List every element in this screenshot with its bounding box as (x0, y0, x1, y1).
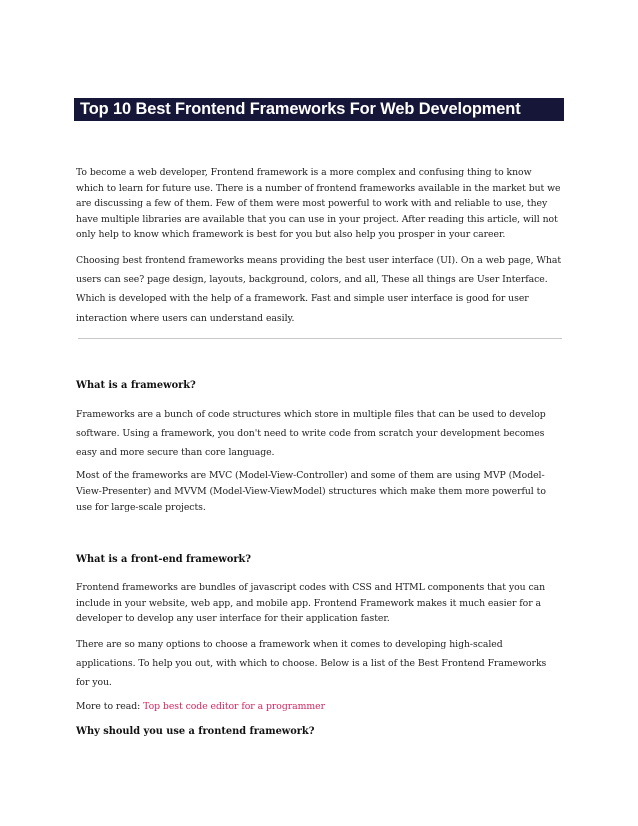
article-body (76, 165, 562, 739)
more-to-read-link[interactable]: Top best code editor for a programmer (143, 700, 326, 712)
article-title: Top 10 Best Frontend Frameworks For Web Development (74, 98, 564, 121)
framework-paragraph-2: Most of the frameworks are MVC (Model-View-Controller) and some of them are using MVP (Model-View-Presenter) and MVVM (Model-View-ViewModel) structures which make them more powerful to use for large-scale projects. (76, 470, 546, 513)
heading-why-use-frontend-framework: Why should you use a frontend framework? (76, 726, 315, 738)
section-divider (78, 338, 562, 339)
heading-what-is-framework: What is a framework? (76, 379, 196, 391)
framework-paragraph-1: Frameworks are a bunch of code structures which store in multiple files that can be used to develop software. Using a framework, you don't need to write code from scratch your development becomes easy and more secure than core language. (76, 408, 546, 459)
frontend-paragraph-1: Frontend frameworks are bundles of javascript codes with CSS and HTML components that you can include in your website, web app, and mobile app. Frontend Framework makes it much easier for a developer to develop any user interface for their application faster. (76, 582, 546, 625)
intro-paragraph-2: Choosing best frontend frameworks means providing the best user interface (UI). On a web page, What users can see? page design, layouts, background, colors, and all, These all things are User Interface. Which is developed with the help of a framework. Fast and simple user interface is good for user interaction where users can understand easily. (76, 254, 562, 324)
heading-what-is-frontend-framework: What is a front-end framework? (76, 554, 252, 566)
frontend-paragraph-2: There are so many options to choose a framework when it comes to developing high-scaled applications. To help you out, with which to choose. Below is a list of the Best Frontend Frameworks for you. (76, 638, 547, 689)
more-to-read-label: More to read: (76, 700, 144, 712)
more-to-read-line (76, 699, 562, 715)
intro-paragraph-1: To become a web developer, Frontend framework is a more complex and confusing thing to know which to learn for future use. There is a number of frontend frameworks available in the market but we are discussing a few of them. Few of them were most powerful to work with and reliable to use, they have multiple libraries are available that you can use in your project. After reading this article, will not only help to know which framework is best for you but also help you prosper in your career. (76, 167, 561, 241)
